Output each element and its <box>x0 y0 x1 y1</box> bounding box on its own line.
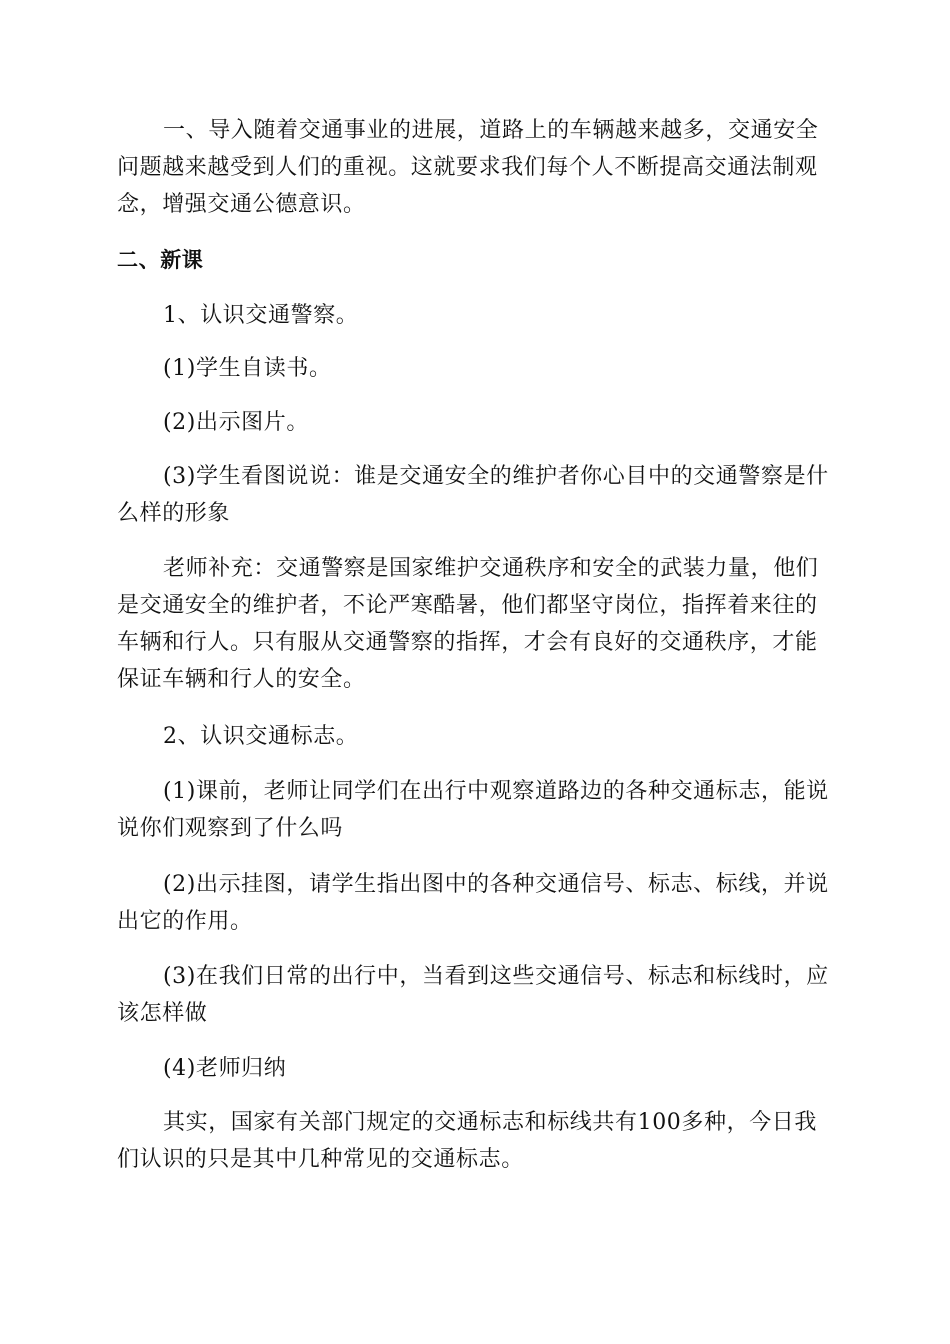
item2-2-text: (2)出示挂图，请学生指出图中的各种交通信号、标志、标线，并说出它的作用。 <box>117 872 829 934</box>
teacher-note-text: 老师补充：交通警察是国家维护交通秩序和安全的武装力量，他们是交通安全的维护者，不论严寒酷暑，他们都坚守岗位，指挥着来往的车辆和行人。只有服从交通警察的指挥，才会有良好的交通秩序，才能保证车辆和行人的安全。 <box>117 556 819 692</box>
item1-1-paragraph <box>117 350 833 387</box>
teacher-note-paragraph <box>117 550 833 698</box>
item2-3-text: (3)在我们日常的出行中，当看到这些交通信号、标志和标线时，应该怎样做 <box>117 964 829 1026</box>
closing-paragraph <box>117 1104 833 1178</box>
item2-4-text: (4)老师归纳 <box>163 1056 287 1081</box>
item1-title-paragraph <box>117 297 833 334</box>
item1-3-paragraph <box>117 458 833 532</box>
item1-1-text: (1)学生自读书。 <box>163 356 332 381</box>
section-title: 二、新课 <box>117 248 204 272</box>
item1-3-text: (3)学生看图说说：谁是交通安全的维护者你心目中的交通警察是什么样的形象 <box>117 464 829 526</box>
closing-text: 其实，国家有关部门规定的交通标志和标线共有100多种，今日我们认识的只是其中几种常见的交通标志。 <box>117 1110 817 1172</box>
item2-3-paragraph <box>117 958 833 1032</box>
item1-2-paragraph <box>117 404 833 441</box>
item2-1-text: (1)课前，老师让同学们在出行中观察道路边的各种交通标志，能说说你们观察到了什么吗 <box>117 779 829 841</box>
item2-2-paragraph <box>117 866 833 940</box>
item1-2-text: (2)出示图片。 <box>163 410 309 435</box>
item2-4-paragraph <box>117 1050 833 1087</box>
item2-title-paragraph <box>117 718 833 755</box>
intro-text: 一、导入随着交通事业的进展，道路上的车辆越来越多，交通安全问题越来越受到人们的重视。这就要求我们每个人不断提高交通法制观念，增强交通公德意识。 <box>117 118 819 217</box>
item1-title: 1、认识交通警察。 <box>163 303 359 328</box>
item2-1-paragraph <box>117 773 833 847</box>
item2-title: 2、认识交通标志。 <box>163 724 359 749</box>
section-heading <box>117 242 833 279</box>
intro-paragraph <box>117 112 833 223</box>
